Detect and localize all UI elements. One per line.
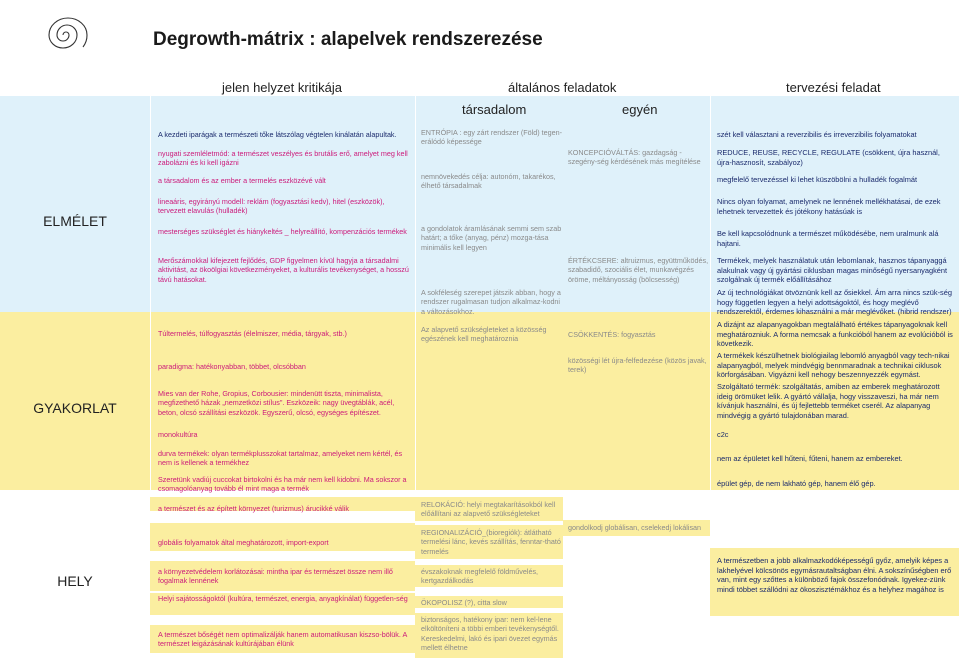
row-label-theory: ELMÉLET xyxy=(43,213,107,229)
design-item: A dizájnt az alapanyagokban megtalálható értékes tápanyagoknak kell meghatározniuk. A forma nemcsak a funkcióból hanem az evolúcióból is következik. xyxy=(717,320,953,349)
critique-item: Mies van der Rohe, Gropius, Corbousier: mindenütt tiszta, minimalista, megfizethető házak „nemzetközi stílus". Eszközeik: nagy üvegtáblák, acél, beton, olcsó szállítási eszközök. Egyszerű, olcsó, egységes építészet. xyxy=(158,389,395,417)
individual-item: KONCEPCIÓVÁLTÁS: gazdagság - szegény-ség kérdésének más megítélése xyxy=(568,148,701,167)
critique-item: A kezdeti iparágak a természeti tőke látszólag végtelen kinálatán alapultak. xyxy=(158,130,397,139)
header-sub1: társadalom xyxy=(462,102,527,117)
row-label-practice: GYAKORLAT xyxy=(33,400,117,416)
individual-item: közösségi lét újra-felfedezése (közös javak, terek) xyxy=(568,356,707,375)
individual-item: ÉRTÉKCSERE: altruizmus, együttműködés, szabadidő, szociális élet, munkavégzés öröme, méltányosság (bölcsesség) xyxy=(568,256,709,284)
society-item: biztonságos, hatékony ipar: nem kel-lene elköltöníteni a többi emberi tevékenységtől. Kereskedelmi, lakó és ipari övezet egymás mellett élhetne xyxy=(421,615,559,653)
critique-item: mesterséges szükséglet és hiánykeltés _ helyreállító, kompenzációs termékek xyxy=(158,227,407,236)
critique-item: Helyi sajátosságoktól (kultúra, természet, energia, anyagkínálat) független-ség xyxy=(158,594,408,603)
individual-item: gondolkodj globálisan, cselekedj lokálisan xyxy=(568,523,702,532)
design-item: megfelelő tervezéssel ki lehet küszöbölni a hulladék fogalmát xyxy=(717,175,918,184)
critique-item: paradigma: hatékonyabban, többet, olcsóbban xyxy=(158,362,306,371)
design-item: Az új technológiákat ötvöznünk kell az ősiekkel. Ám arra nincs szük-ség hogy független legyen a helyi adottságoktól, és hogy meglévő rendszerektől, érdemes kihasználni a már meglévőket. (hibrid rendszer) xyxy=(717,288,952,317)
row-label-place: HELY xyxy=(57,573,93,589)
critique-item: A természet bőségét nem optimalizálják hanem automatikusan kiszso-bölük. A természet leigázásának kultúrájában élünk xyxy=(158,630,407,649)
individual-item: CSÖKKENTÉS: fogyasztás xyxy=(568,330,656,339)
critique-item: monokultúra xyxy=(158,430,198,439)
society-item: A sokféleség szerepet játszik abban, hogy a rendszer rugalmasan tudjon alkalmaz-kodni a változásokhoz. xyxy=(421,288,561,316)
critique-item: durva termékek: olyan termékplusszokat tartalmaz, amelyeket nem kértél, és nem is kellenek a termékhez xyxy=(158,449,403,468)
header-col3: tervezési feladat xyxy=(786,80,881,95)
design-item: c2c xyxy=(717,430,729,439)
design-item: A természetben a jobb alkalmazkodóképességű győz, amelyik képes a lakhelyével kölcsönös egymásrautaltságban élni. A sokszínűségben erő van, mint egy szőttes a különböző fajok összefonódnak. Igyekez-zünk mindi többet szállódni az ökoszisztémákhoz és a helyhez magához is xyxy=(717,556,952,594)
society-item: ÖKOPOLISZ (?), citta slow xyxy=(421,598,507,607)
critique-item: a környezetvédelem korlátozásai: mintha ipar és természet össze nem illő fogalmak lennének xyxy=(158,567,393,586)
design-item: Be kell kapcsolódnunk a természet működésébe, nem uralmunk alá hajtani. xyxy=(717,229,939,248)
society-item: ENTRÓPIA : egy zárt rendszer (Föld) tegen-erálódó képessége xyxy=(421,128,563,147)
critique-item: Szeretünk vadiúj cuccokat birtokolni és ha már nem kell kidobni. Ma sokszor a csomagolóanyag tovább él mint maga a termék xyxy=(158,475,407,494)
header-col2: általános feladatok xyxy=(508,80,617,95)
critique-item: a természet és az épített környezet (turizmus) árucikké válik xyxy=(158,504,349,513)
critique-item: Túltermelés, túlfogyasztás (élelmiszer, média, tárgyak, stb.) xyxy=(158,329,347,338)
society-item: a gondolatok áramlásának semmi sem szab határt; a tőke (anyag, pénz) mozga-tása minimális kell legyen xyxy=(421,224,562,252)
critique-item: Merőszámokkal kifejezett fejlődés, GDP figyelmen kívül hagyja a társadalmi aktivitást, az ökoölgiai következményeket, a kulturális tevékenységet, a hosszú távú hatásokat. xyxy=(158,256,409,284)
society-item: Az alapvető szükségleteket a közösség egészének kell meghatároznia xyxy=(421,325,547,344)
design-item: REDUCE, REUSE, RECYCLE, REGULATE (csökkent, újra használ, újra-hasznosít, szabályoz) xyxy=(717,148,940,167)
design-item: épület gép, de nem lakható gép, hanem élő gép. xyxy=(717,479,876,488)
society-item: nemnövekedés célja: autonóm, takarékos, élhető társadalmak xyxy=(421,172,556,191)
critique-item: globális folyamatok által meghatározott, import-export xyxy=(158,538,329,547)
critique-item: nyugati szemléletmód: a természet veszélyes és brutális erő, amelyet meg kell zabolázni és ki kell igázni xyxy=(158,149,408,168)
design-item: szét kell választani a reverzibilis és irreverzibilis folyamatokat xyxy=(717,130,917,139)
design-item: nem az épületet kell hűteni, fűteni, hanem az embereket. xyxy=(717,454,903,463)
spiral-logo xyxy=(32,10,100,60)
header-col1: jelen helyzet kritikája xyxy=(222,80,342,95)
design-item: Nincs olyan folyamat, amelynek ne lennének mellékhatásai, de ezek lehetnek tervezettek és jótékony hatásúak is xyxy=(717,197,941,216)
society-item: RELOKÁCIÓ: helyi megtakarításokból kell előállítani az alapvető szükségleteket xyxy=(421,500,556,519)
critique-item: a társadalom és az ember a termelés eszközévé vált xyxy=(158,176,326,185)
design-item: Termékek, melyek használatuk után lebomlanak, hasznos tápanyaggá alakulnak vagy új gyártási ciklusban magas minőségű nyersanyagként szolgálnak új termék előállításához xyxy=(717,256,948,285)
header-sub2: egyén xyxy=(622,102,658,117)
design-item: A termékek készülhetnek biológiailag lebomló anyagból vagy tech-nikai alapanyagból, melyek mindvégig bennmaradnak a technikai ciklusok körforgásában. Vigyázni kell nehogy beszennyezzék egymást. xyxy=(717,351,950,380)
design-item: Szolgáltató termék: szolgáltatás, amiben az emberek meghatározott ideig örömüket lelik. A gyártó vállalja, hogy visszaveszi, ha már nem kívánjuk használni, és új fejlettebb terméket cserél. Az alapanyag mindvégig a gyártó tulajdonában marad. xyxy=(717,382,940,420)
society-item: évszakoknak megfelelő földművelés, kertgazdálkodás xyxy=(421,567,539,586)
critique-item: lineaáris, egyirányú modell: reklám (fogyasztási kedv), hitel (eszközök), tervezett elavulás (hulladék) xyxy=(158,197,385,216)
page-title: Degrowth-mátrix : alapelvek rendszerezése xyxy=(153,29,543,50)
society-item: REGIONALIZÁCIÓ_(bioregiók): átlátható termelési lánc, kevés szállítás, fenntar-tható termelés xyxy=(421,528,561,556)
